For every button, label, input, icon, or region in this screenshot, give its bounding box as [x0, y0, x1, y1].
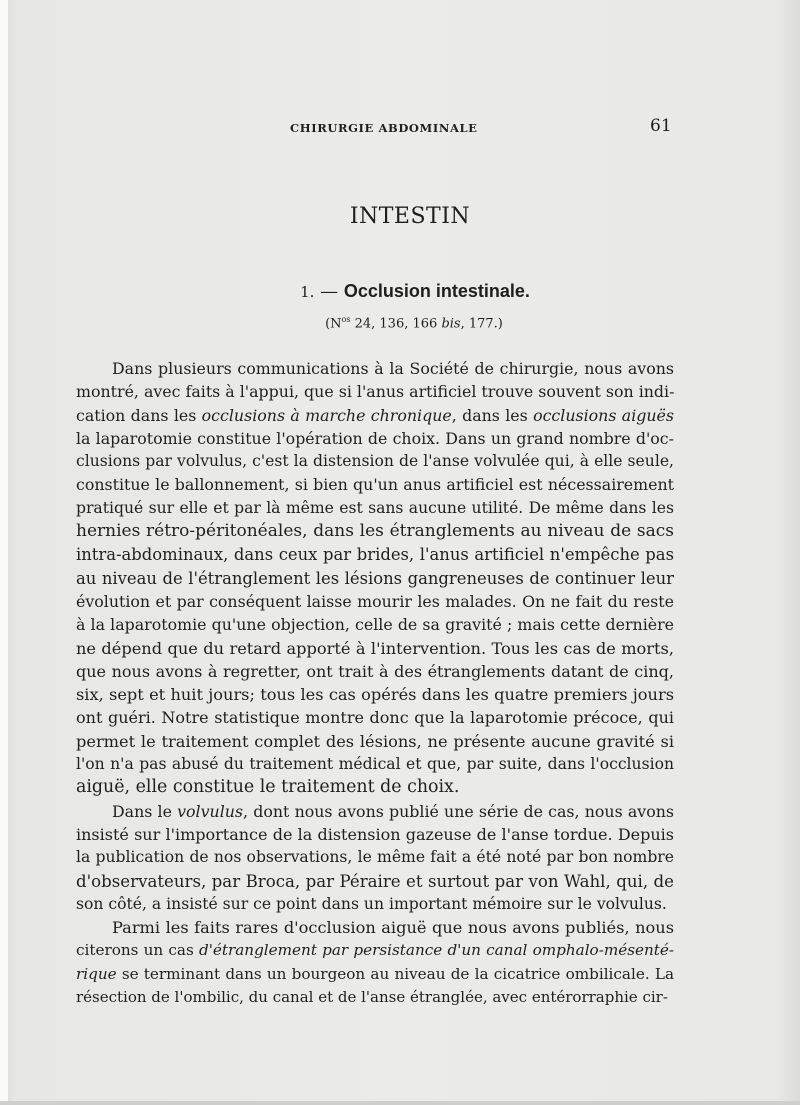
text-fragment: ont guéri. Notre statistique montre donc que la laparotomie précoce, qui: [76, 708, 674, 728]
article-references: [0, 315, 800, 331]
paragraph: [76, 800, 674, 916]
text-line: [76, 404, 674, 427]
text-fragment: montré, avec faits à l'appui, que si l'anus artificiel trouve souvent son indi-: [76, 382, 675, 402]
text-fragment: Parmi les faits rares d'occlusion aiguë que nous avons publiés, nous: [112, 918, 674, 938]
text-line: [76, 986, 674, 1009]
text-fragment: cation dans les: [76, 405, 202, 425]
text-fragment: six, sept et huit jours; tous les cas opérés dans les quatre premiers jours: [76, 685, 674, 705]
text-line: [76, 939, 674, 962]
text-fragment: pratiqué sur elle et par là même est sans aucune utilité. De même dans les: [76, 498, 674, 517]
text-fragment: résection de l'ombilic, du canal et de l'anse étranglée, avec entérorraphie cir-: [76, 988, 668, 1007]
text-line: [76, 357, 674, 380]
text-fragment: Dans plusieurs communications à la Société de chirurgie, nous avons: [112, 359, 674, 378]
text-line: [76, 380, 674, 403]
text-fragment: la publication de nos observations, le même fait a été noté par bon nombre: [76, 848, 674, 867]
text-line: [76, 776, 674, 799]
text-line: [76, 916, 674, 939]
text-fragment: permet le traitement complet des lésions, ne présente aucune gravité si: [76, 731, 674, 751]
italic-phrase: volvulus: [177, 801, 244, 821]
italic-phrase: rique: [76, 964, 117, 983]
text-line: [76, 870, 674, 893]
text-fragment: à la laparotomie qu'une objection, celle de sa gravité ; mais cette dernière: [76, 615, 674, 635]
text-line: [76, 730, 674, 753]
text-line: [76, 637, 674, 660]
page-number: 61: [650, 116, 672, 136]
text-line: [76, 800, 674, 823]
text-line: [76, 520, 674, 543]
text-fragment: , dans les: [451, 405, 534, 425]
refs-sup: os: [341, 315, 351, 324]
text-line: [76, 590, 674, 613]
running-title: CHIRURGIE ABDOMINALE: [290, 121, 478, 135]
text-line: [76, 473, 674, 496]
refs-end: , 177.): [460, 316, 503, 332]
text-fragment: que nous avons à regretter, ont trait à des étranglements datant de cinq,: [76, 661, 674, 681]
text-fragment: constitue le ballonnement, si bien qu'un anus artificiel est nécessairement: [76, 475, 674, 495]
text-line: [76, 893, 674, 916]
text-line: [76, 963, 674, 986]
text-fragment: ne dépend que du retard apporté à l'intervention. Tous les cas de morts,: [76, 638, 674, 658]
text-line: [76, 427, 674, 450]
article-heading: [0, 281, 800, 302]
text-fragment: aiguë, elle constitue le traitement de choix.: [76, 777, 460, 798]
text-fragment: hernies rétro-péritonéales, dans les étranglements au niveau de sacs: [76, 521, 674, 542]
text-line: [76, 567, 674, 590]
text-line: [76, 450, 674, 473]
text-fragment: d'observateurs, par Broca, par Péraire et surtout par von Wahl, qui, de: [76, 871, 674, 891]
text-line: [76, 660, 674, 683]
text-fragment: se terminant dans un bourgeon au niveau de la cicatrice ombilicale. La: [116, 964, 674, 983]
text-line: [76, 823, 674, 846]
text-fragment: insisté sur l'importance de la distension gazeuse de l'anse tordue. Depuis: [76, 824, 674, 844]
text-fragment: , dont nous avons publié une série de cas, nous avons: [243, 801, 674, 821]
text-fragment: clusions par volvulus, c'est la distension de l'anse volvulée qui, à elle seule,: [76, 452, 674, 471]
article-title: Occlusion intestinale.: [343, 281, 530, 301]
italic-phrase: occlusions aiguës: [533, 405, 675, 425]
refs-rest: 24, 136, 166: [350, 316, 442, 332]
text-line: [76, 753, 674, 776]
refs-open: (N: [325, 316, 342, 332]
paragraph: [76, 916, 674, 1009]
text-fragment: Dans le: [112, 801, 178, 821]
refs-bis: bis: [441, 316, 461, 332]
paragraph: [76, 357, 674, 800]
text-line: [76, 683, 674, 706]
body-text: [76, 357, 674, 1009]
italic-phrase: d'étranglement par persistance d'un canal omphalo-mésenté-: [199, 941, 674, 960]
text-fragment: au niveau de l'étranglement les lésions gangreneuses de continuer leur: [76, 568, 674, 588]
text-fragment: intra-abdominaux, dans ceux par brides, l'anus artificiel n'empêche pas: [76, 545, 674, 565]
italic-phrase: occlusions à marche chronique: [201, 405, 452, 425]
text-fragment: son côté, a insisté sur ce point dans un important mémoire sur le volvulus.: [76, 894, 667, 913]
text-fragment: la laparotomie constitue l'opération de choix. Dans un grand nombre d'oc-: [76, 428, 674, 448]
article-number: 1.: [300, 283, 315, 301]
text-line: [76, 706, 674, 729]
page-left-edge: [0, 0, 8, 1105]
text-fragment: citerons un cas: [76, 941, 199, 960]
text-line: [76, 543, 674, 566]
section-title: INTESTIN: [349, 204, 471, 229]
text-line: [76, 497, 674, 520]
text-line: [76, 846, 674, 869]
text-fragment: l'on n'a pas abusé du traitement médical et que, par suite, dans l'occlusion: [76, 755, 674, 774]
text-line: [76, 613, 674, 636]
article-dash: —: [320, 281, 339, 302]
page-bottom-edge: [0, 1101, 800, 1105]
text-fragment: évolution et par conséquent laisse mourir les malades. On ne fait du reste: [76, 591, 674, 611]
